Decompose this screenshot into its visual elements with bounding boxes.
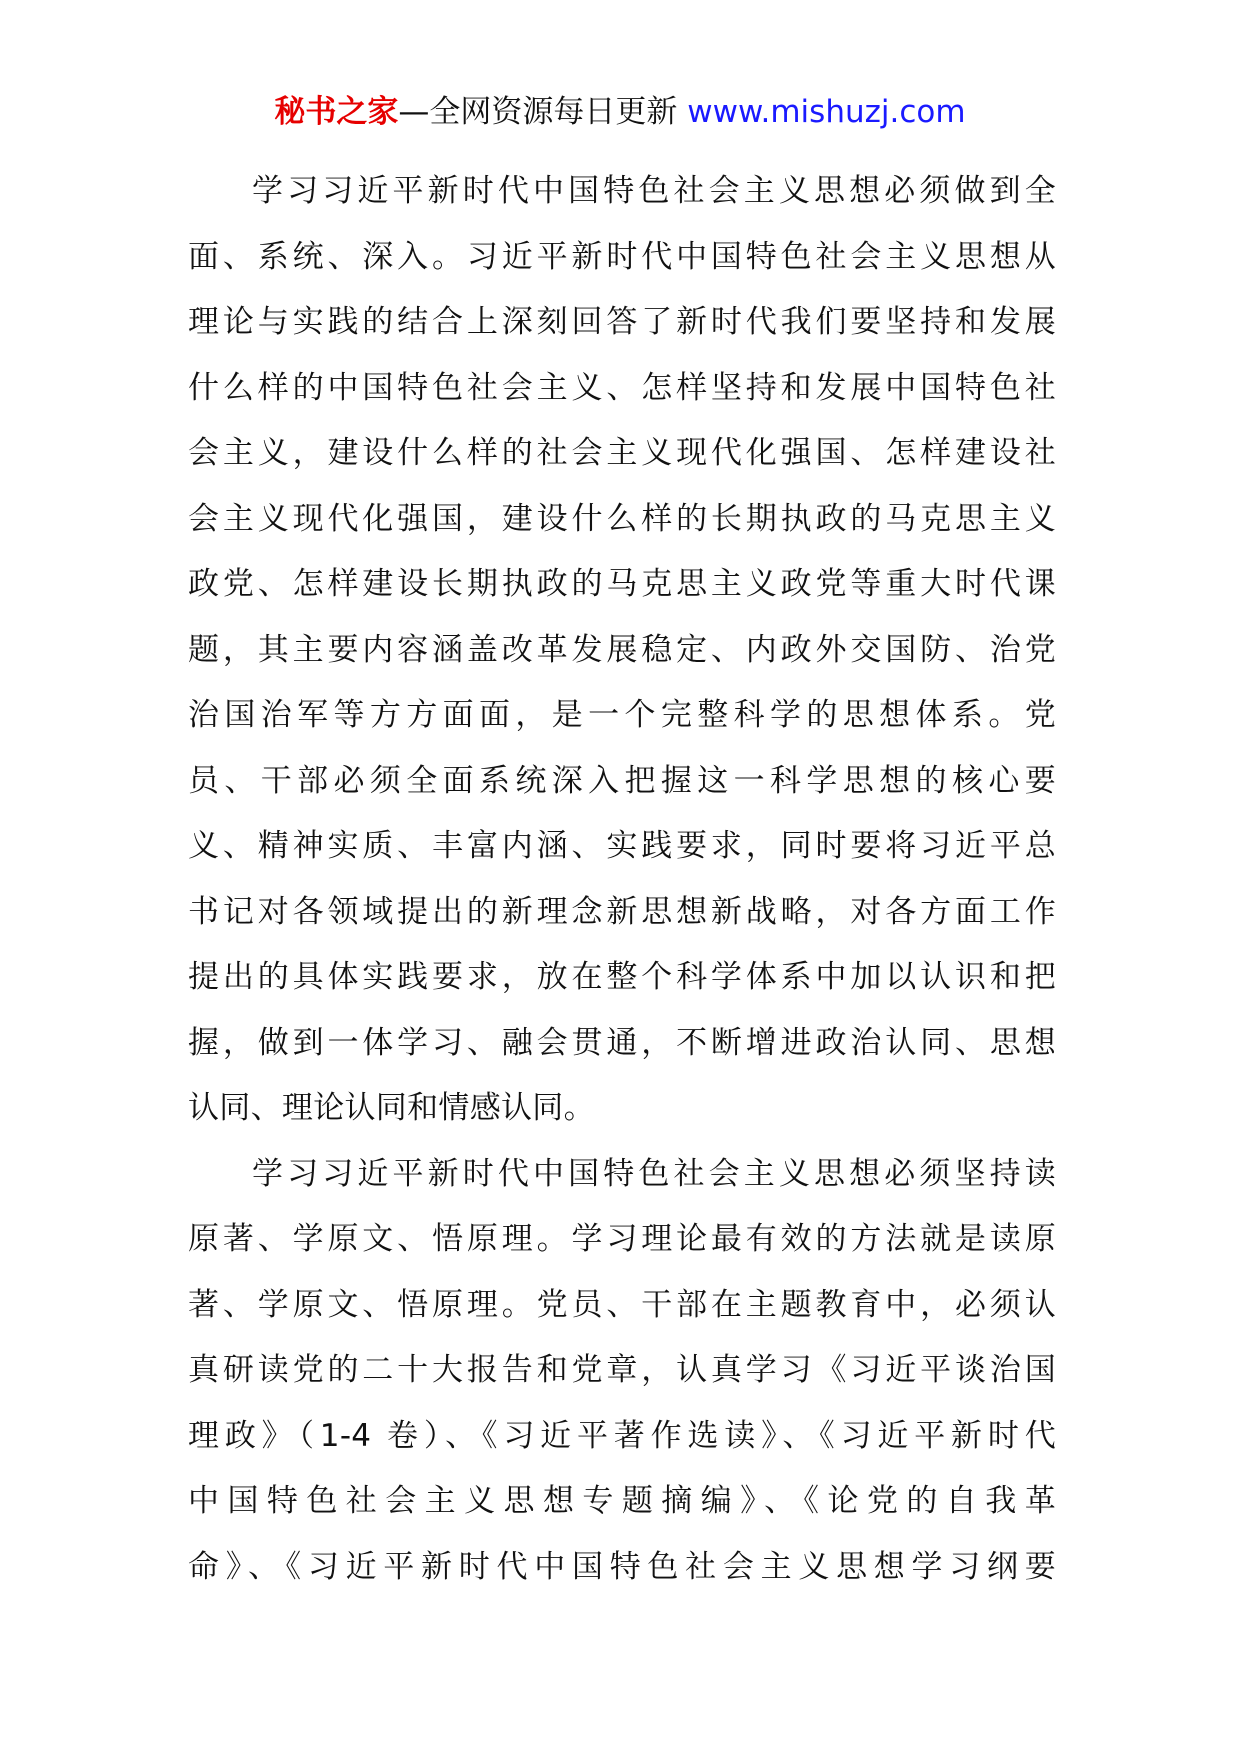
paragraph: [188, 1142, 1056, 1601]
text-line: 学习习近平新时代中国特色社会主义思想必须坚持读: [252, 1155, 1056, 1192]
website-url[interactable]: www.mishuzj.com: [687, 94, 966, 130]
text-line: 学习习近平新时代中国特色社会主义思想必须做到全: [252, 173, 1056, 209]
text-line: 题，其主要内容涵盖改革发展稳定、内政外交国防、治党: [188, 631, 1056, 668]
text-line: 员、干部必须全面系统深入把握这一科学思想的核心要: [188, 762, 1056, 799]
text-line: 会主义现代化强国，建设什么样的长期执政的马克思主义: [188, 500, 1056, 537]
text-line: 提出的具体实践要求，放在整个科学体系中加以认识和把: [188, 959, 1056, 995]
text-line: 治国治军等方方面面，是一个完整科学的思想体系。党: [188, 697, 1056, 733]
text-line: 会主义，建设什么样的社会主义现代化强国、怎样建设社: [188, 435, 1056, 471]
text-line: 认同、理论认同和情感认同。: [188, 1090, 595, 1126]
text-line: 义、精神实质、丰富内涵、实践要求，同时要将习近平总: [188, 828, 1056, 864]
text-line: 原著、学原文、悟原理。学习理论最有效的方法就是读原: [188, 1221, 1056, 1257]
document-body: [188, 159, 1056, 1600]
text-line: 书记对各领域提出的新理念新思想新战略，对各方面工作: [188, 893, 1056, 930]
paragraph: [188, 159, 1056, 1142]
text-line: 理政》（1-4 卷）、《习近平著作选读》、《习近平新时代: [188, 1417, 1056, 1454]
page-header: [0, 92, 1240, 132]
text-line: 著、学原文、悟原理。党员、干部在主题教育中，必须认: [188, 1286, 1056, 1323]
text-line: 政党、怎样建设长期执政的马克思主义政党等重大时代课: [188, 566, 1056, 602]
text-line: 中国特色社会主义思想专题摘编》、《论党的自我革: [188, 1483, 1056, 1519]
text-line: 什么样的中国特色社会主义、怎样坚持和发展中国特色社: [188, 369, 1056, 406]
text-line: 握，做到一体学习、融会贯通，不断增进政治认同、思想: [188, 1024, 1056, 1061]
text-line: 面、系统、深入。习近平新时代中国特色社会主义思想从: [188, 238, 1056, 275]
text-line: 理论与实践的结合上深刻回答了新时代我们要坚持和发展: [188, 304, 1056, 340]
text-line: 命》、《习近平新时代中国特色社会主义思想学习纲要: [188, 1548, 1056, 1585]
header-tagline: —全网资源每日更新: [398, 94, 688, 130]
text-line: 真研读党的二十大报告和党章，认真学习《习近平谈治国: [188, 1352, 1056, 1388]
brand-name: 秘书之家: [274, 94, 399, 130]
